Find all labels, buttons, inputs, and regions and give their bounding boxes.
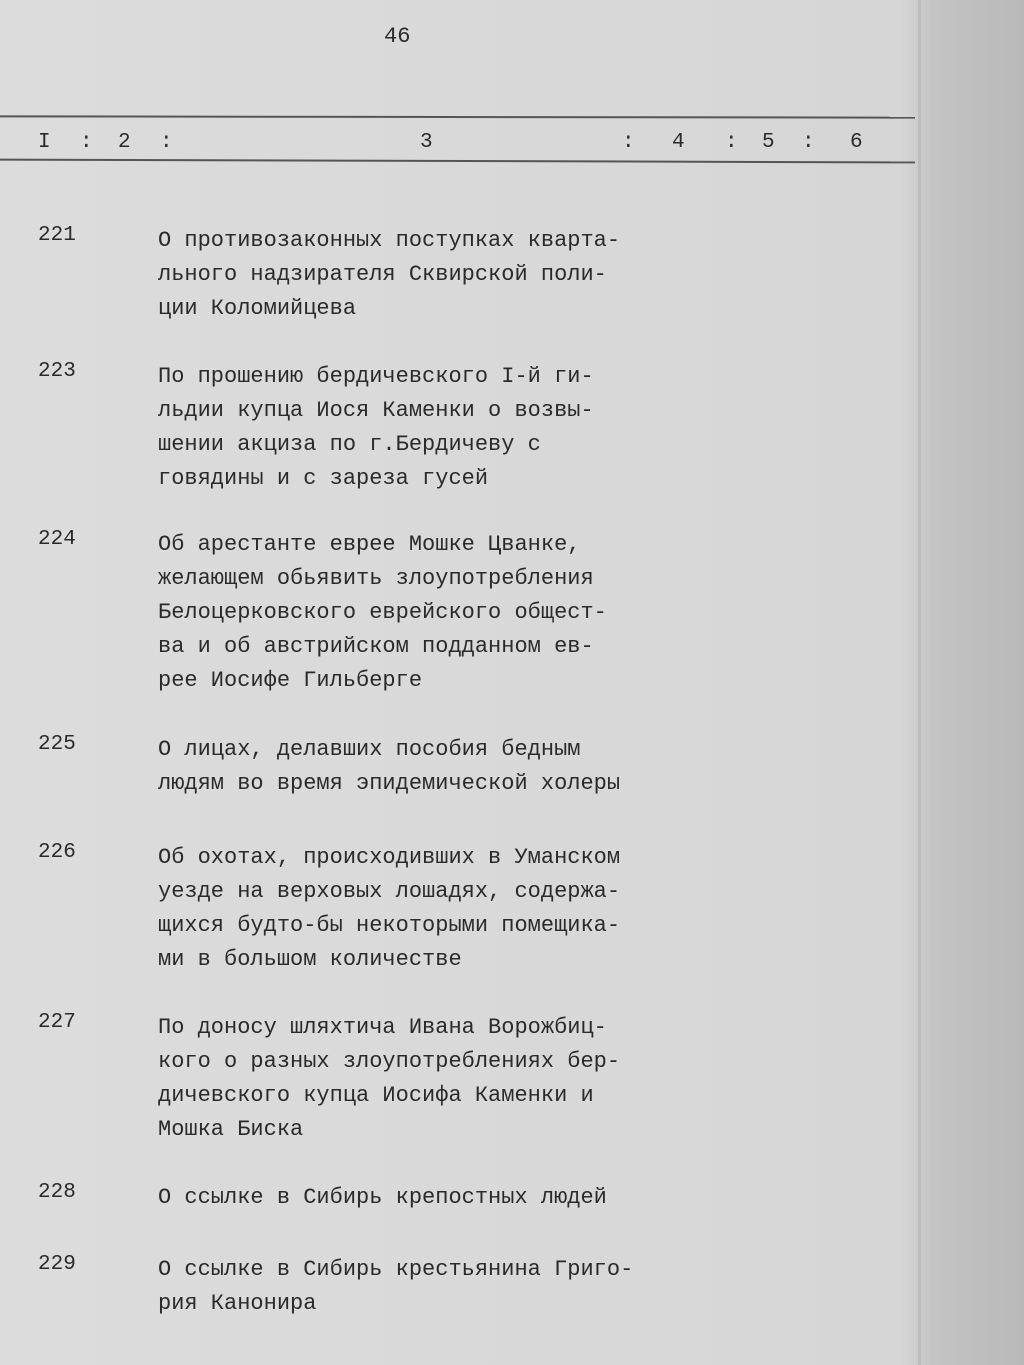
entry-text [158,360,594,496]
entry-text-line: По доносу шляхтича Ивана Ворожбиц- [158,1015,607,1040]
page-number: 46 [384,24,411,49]
entry-number: 224 [38,528,76,551]
entry-number: 228 [38,1181,76,1204]
entry-text-line: льного надзирателя Сквирской поли- [158,262,607,287]
page-edge [918,0,921,1365]
entry-number: 229 [38,1253,76,1276]
entry-text-line: О лицах, делавших пособия бедным [158,737,581,762]
entry-text-line: Об охотах, происходивших в Уманском [158,845,621,870]
entry-text-line: Об арестанте еврее Мошке Цванке, [158,532,581,557]
entry-text-line: говядины и с зареза гусей [158,466,489,491]
header-rule-bottom [0,159,915,164]
entry-text [158,224,620,326]
entry-text [158,733,620,801]
entry-number: 227 [38,1011,76,1034]
entry-text-line: дичевского купца Иосифа Каменки и [158,1083,594,1108]
entry-text-line: уезде на верховых лошадях, содержа- [158,879,621,904]
column-2-label: 2 [118,131,132,154]
entry-text-line: По прошению бердичевского I-й ги- [158,364,594,389]
entry-text-line: ции Коломийцева [158,296,357,321]
entry-text-line: Мошка Биска [158,1117,304,1142]
entry-text-line: ми в большом количестве [158,947,462,972]
entry-text-line: щихся будто-бы некоторыми помещика- [158,913,621,938]
column-separator: : [80,131,94,154]
column-5-label: 5 [762,131,776,154]
entry-text-line: людям во время эпидемической холеры [158,771,621,796]
entry-text [158,1011,620,1147]
entry-text-line: ва и об австрийском подданном ев- [158,634,594,659]
entry-text-line: Белоцерковского еврейского общест- [158,600,607,625]
column-1-label: I [38,131,52,154]
column-separator: : [622,131,636,154]
entry-text-line: рее Иосифе Гильберге [158,668,423,693]
entry-text-line: О ссылке в Сибирь крепостных людей [158,1185,607,1210]
column-4-label: 4 [672,131,686,154]
entry-number: 221 [38,224,76,247]
entry-text-line: рия Канонира [158,1291,317,1316]
column-separator: : [160,131,174,154]
column-separator: : [802,131,816,154]
column-6-label: 6 [850,131,864,154]
entry-number: 225 [38,733,76,756]
entry-text [158,1253,633,1321]
entry-text-line: шении акциза по г.Бердичеву с [158,432,541,457]
entry-text-line: О противозаконных поступках кварта- [158,228,621,253]
entry-number: 223 [38,360,76,383]
entry-number: 226 [38,841,76,864]
entry-text-line: О ссылке в Сибирь крестьянина Григо- [158,1257,634,1282]
entry-text-line: кого о разных злоупотреблениях бер- [158,1049,621,1074]
entry-text [158,528,607,698]
entry-text-line: желающем обьявить злоупотребления [158,566,594,591]
entry-text-line: льдии купца Иося Каменки о возвы- [158,398,594,423]
column-separator: : [725,131,739,154]
header-rule-top [0,115,915,118]
column-3-label: 3 [420,131,434,154]
entry-text [158,1181,607,1215]
entry-text [158,841,620,977]
